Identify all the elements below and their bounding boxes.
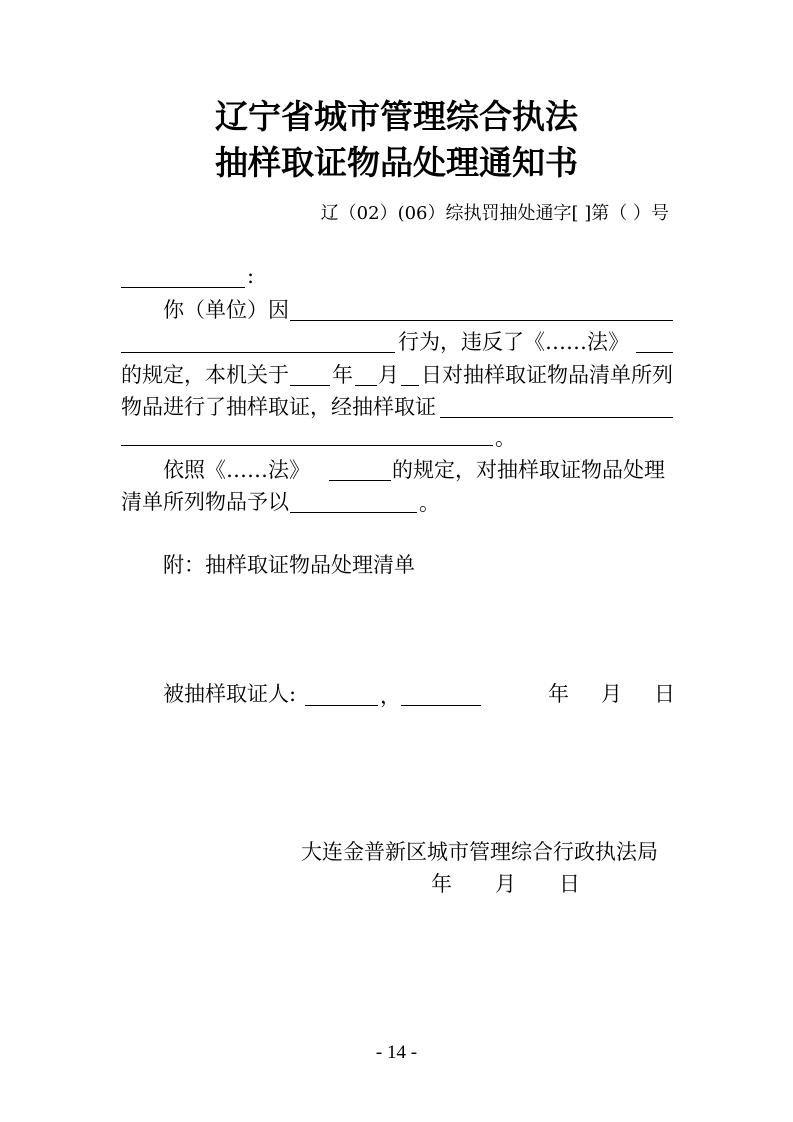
issuer-day-label: 日 (559, 872, 580, 896)
para2-end-period: 。 (419, 491, 440, 515)
signer-name-blank[interactable] (305, 705, 378, 706)
attachment-note: 附：抽样取证物品处理清单 (163, 553, 415, 577)
inspection-result-blank-continued[interactable] (121, 445, 493, 446)
signer-separator: ， (380, 684, 401, 708)
signer-day-label: 日 (654, 682, 675, 706)
signer-name-blank-2[interactable] (401, 705, 481, 706)
reason-blank-continued[interactable] (121, 352, 395, 353)
document-title-line1: 辽宁省城市管理综合执法 (215, 97, 578, 136)
para1-month-label: 月 (378, 363, 399, 387)
law-article-blank[interactable] (636, 352, 673, 353)
para1-line3-end: 日对抽样取证物品清单所列 (421, 363, 673, 387)
para1-end-period: 。 (495, 426, 516, 450)
para2-line1-end: 的规定，对抽样取证物品处理 (392, 458, 665, 482)
inspection-result-blank[interactable] (440, 417, 673, 418)
para1-line4: 物品进行了抽样取证，经抽样取证 (121, 395, 436, 419)
violation-text: 行为，违反了《……法》 (398, 330, 629, 354)
day-blank[interactable] (401, 385, 419, 386)
issuer-year-label: 年 (431, 872, 452, 896)
page-number: - 14 - (375, 1042, 418, 1063)
addressee-colon: : (247, 264, 255, 288)
month-blank[interactable] (355, 385, 377, 386)
para2-start: 依照《……法》 (163, 458, 310, 482)
para1-line3-start: 的规定，本机关于 (121, 363, 289, 387)
signer-label: 被抽样取证人: (163, 682, 297, 706)
issuer-name: 大连金普新区城市管理综合行政执法局 (301, 840, 658, 864)
para1-start: 你（单位）因 (163, 298, 289, 322)
para1-year-label: 年 (332, 363, 353, 387)
law-article-blank-2[interactable] (329, 480, 391, 481)
issuer-month-label: 月 (495, 872, 516, 896)
signer-year-label: 年 (548, 682, 569, 706)
disposal-method-blank[interactable] (290, 512, 417, 513)
signer-month-label: 月 (601, 682, 622, 706)
reason-blank[interactable] (290, 320, 673, 321)
addressee-blank[interactable] (121, 287, 245, 288)
document-title-line2: 抽样取证物品处理通知书 (215, 143, 578, 182)
year-blank[interactable] (290, 385, 330, 386)
document-number: 辽（02）(06）综执罚抽处通字[ ]第（ ）号 (320, 203, 669, 224)
para2-line2: 清单所列物品予以 (121, 490, 289, 514)
